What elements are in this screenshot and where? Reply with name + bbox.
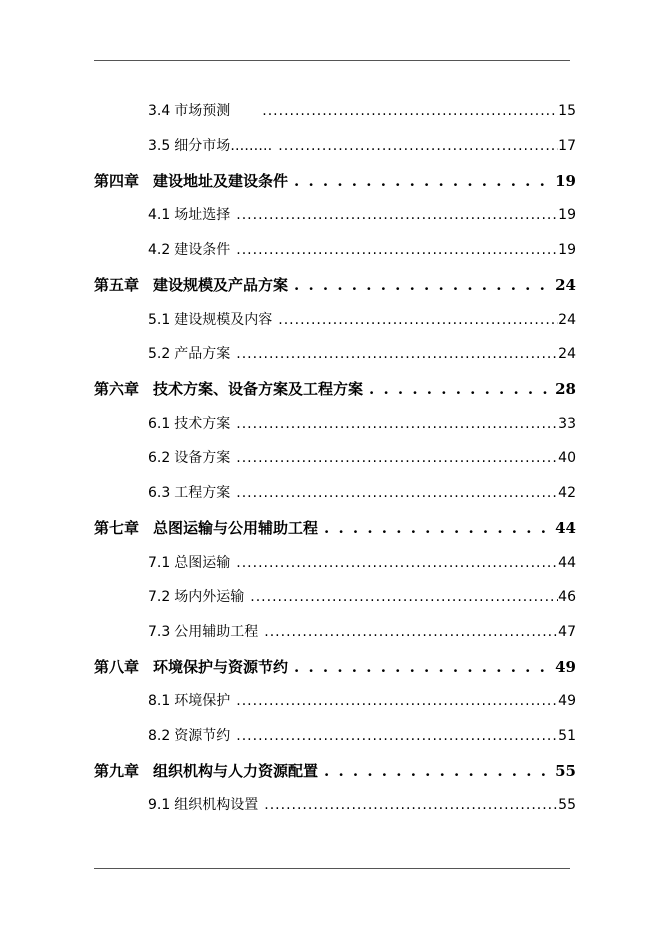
toc-entry-title: 工程方案 (174, 485, 231, 501)
toc-chapter-number: 第七章 (94, 519, 140, 537)
toc-leader-dots (318, 516, 555, 540)
toc-chapter-page: 44 (555, 519, 576, 537)
toc-entry-6-2[interactable] (148, 446, 576, 470)
toc-leader-dots (244, 585, 558, 609)
toc-leader-dots (363, 377, 555, 401)
toc-entry-title: 资源节约 (174, 728, 231, 744)
toc-entry-page: 42 (558, 485, 576, 501)
toc-leader-dots (272, 308, 558, 332)
toc-leader-dots (288, 169, 555, 193)
toc-leader-dots (258, 620, 558, 644)
toc-leader-dots (230, 99, 558, 123)
toc-entry-page: 49 (558, 693, 576, 709)
toc-entry-title: 环境保护 (174, 693, 231, 709)
toc-entry-title: 建设条件 (174, 242, 231, 258)
toc-entry-page: 19 (558, 242, 576, 258)
toc-chapter-4[interactable] (94, 169, 576, 193)
toc-entry-number: 6.3 (148, 485, 171, 501)
toc-chapter-7[interactable] (94, 516, 576, 540)
toc-leader-dots (230, 203, 558, 227)
toc-entry-number: 3.4 (148, 103, 171, 119)
toc-chapter-title: 总图运输与公用辅助工程 (153, 519, 319, 537)
toc-entry-8-2[interactable] (148, 724, 576, 748)
toc-entry-title: 场址选择 (174, 207, 231, 223)
toc-entry-number: 9.1 (148, 797, 171, 813)
toc-entry-8-1[interactable] (148, 689, 576, 713)
toc-chapter-number: 第六章 (94, 380, 140, 398)
toc-chapter-title: 环境保护与资源节约 (153, 658, 289, 676)
toc-entry-page: 33 (558, 416, 576, 432)
toc-chapter-page: 28 (555, 380, 576, 398)
toc-entry-3-5[interactable] (148, 134, 576, 158)
toc-entry-7-3[interactable] (148, 620, 576, 644)
toc-entry-5-1[interactable] (148, 308, 576, 332)
toc-entry-page: 24 (558, 346, 576, 362)
toc-chapter-title: 建设地址及建设条件 (153, 172, 289, 190)
toc-entry-page: 15 (558, 103, 576, 119)
toc-entry-number: 5.1 (148, 312, 171, 328)
toc-leader-dots (230, 724, 558, 748)
toc-entry-page: 40 (558, 450, 576, 466)
toc-leader-dots (230, 551, 558, 575)
toc-entry-page: 24 (558, 312, 576, 328)
toc-entry-6-1[interactable] (148, 412, 576, 436)
toc-chapter-title: 组织机构与人力资源配置 (153, 762, 319, 780)
toc-entry-page: 51 (558, 728, 576, 744)
toc-chapter-page: 55 (555, 762, 576, 780)
toc-leader-dots (230, 689, 558, 713)
toc-chapter-6[interactable] (94, 377, 576, 401)
toc-entry-7-1[interactable] (148, 551, 576, 575)
toc-entry-title: 市场预测 (174, 103, 231, 119)
toc-entry-page: 44 (558, 555, 576, 571)
toc-entry-title: 组织机构设置 (174, 797, 259, 813)
toc-leader-dots (272, 134, 558, 158)
toc-entry-page: 47 (558, 624, 576, 640)
toc-leader-dots (258, 793, 558, 817)
toc-entry-number: 4.1 (148, 207, 171, 223)
toc-entry-4-2[interactable] (148, 238, 576, 262)
toc-chapter-title: 技术方案、设备方案及工程方案 (153, 380, 364, 398)
toc-entry-title: 公用辅助工程 (174, 624, 259, 640)
toc-chapter-number: 第九章 (94, 762, 140, 780)
toc-chapter-9[interactable] (94, 759, 576, 783)
toc-chapter-page: 24 (555, 276, 576, 294)
toc-chapter-page: 19 (555, 172, 576, 190)
footer-rule (94, 868, 570, 869)
toc-leader-dots (230, 342, 558, 366)
toc-entry-page: 17 (558, 138, 576, 154)
toc-leader-dots (288, 273, 555, 297)
toc-chapter-title: 建设规模及产品方案 (153, 276, 289, 294)
toc-leader-dots (230, 446, 558, 470)
toc-entry-9-1[interactable] (148, 793, 576, 817)
toc-entry-number: 6.1 (148, 416, 171, 432)
toc-entry-title: 场内外运输 (174, 589, 245, 605)
toc-entry-title: 产品方案 (174, 346, 231, 362)
toc-entry-page: 46 (558, 589, 576, 605)
toc-entry-number: 6.2 (148, 450, 171, 466)
toc-leader-dots (230, 412, 558, 436)
toc-entry-3-4[interactable] (148, 99, 576, 123)
toc-entry-number: 5.2 (148, 346, 171, 362)
toc-entry-number: 8.2 (148, 728, 171, 744)
toc-leader-dots (230, 481, 558, 505)
toc-entry-6-3[interactable] (148, 481, 576, 505)
toc-entry-7-2[interactable] (148, 585, 576, 609)
toc-entry-number: 4.2 (148, 242, 171, 258)
toc-entry-number: 7.2 (148, 589, 171, 605)
toc-entry-5-2[interactable] (148, 342, 576, 366)
toc-chapter-8[interactable] (94, 655, 576, 679)
toc-entry-number: 7.3 (148, 624, 171, 640)
toc-entry-4-1[interactable] (148, 203, 576, 227)
toc-chapter-number: 第四章 (94, 172, 140, 190)
toc-chapter-page: 49 (555, 658, 576, 676)
toc-entry-page: 19 (558, 207, 576, 223)
toc-chapter-number: 第八章 (94, 658, 140, 676)
toc-entry-number: 8.1 (148, 693, 171, 709)
toc-entry-title: 细分市场……… (174, 138, 273, 154)
toc-entry-number: 3.5 (148, 138, 171, 154)
toc-leader-dots (230, 238, 558, 262)
toc-entry-title: 建设规模及内容 (174, 312, 273, 328)
toc-entry-title: 总图运输 (174, 555, 231, 571)
toc-chapter-5[interactable] (94, 273, 576, 297)
toc-entry-page: 55 (558, 797, 576, 813)
toc-entry-title: 技术方案 (174, 416, 231, 432)
toc-entry-number: 7.1 (148, 555, 171, 571)
toc-entry-title: 设备方案 (174, 450, 231, 466)
toc-leader-dots (318, 759, 555, 783)
toc-leader-dots (288, 655, 555, 679)
toc-chapter-number: 第五章 (94, 276, 140, 294)
